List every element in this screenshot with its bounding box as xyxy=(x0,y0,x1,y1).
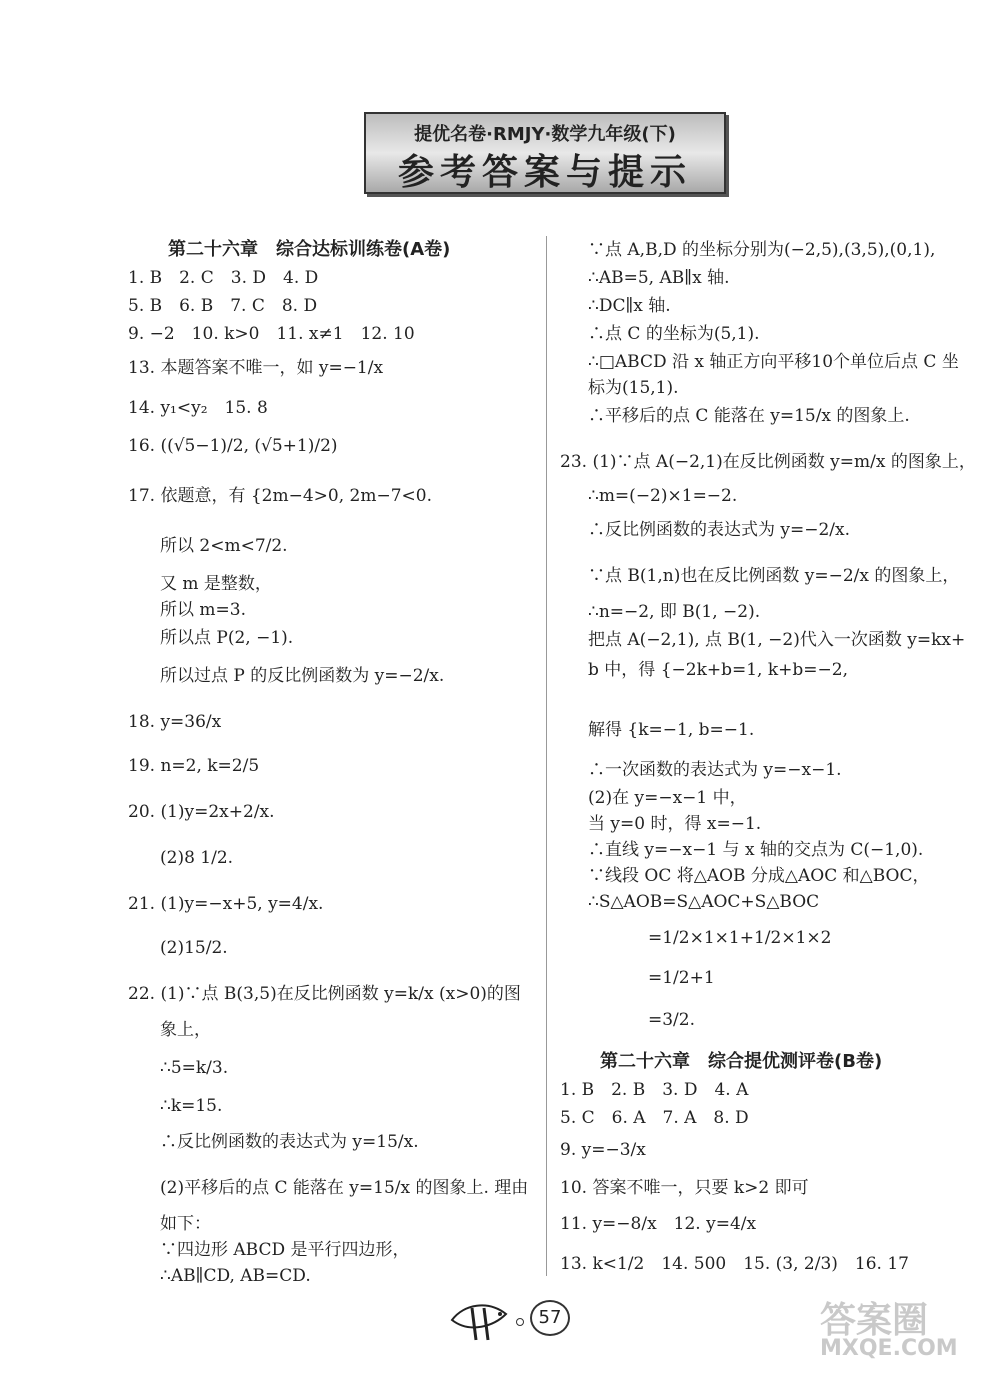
answer-line: =3/2. xyxy=(648,1010,696,1030)
answer-line: ∴k=15. xyxy=(160,1096,223,1116)
answer-line: 所以 2<m<7/2. xyxy=(160,536,288,556)
header-title: 参考答案与提示 xyxy=(397,152,692,193)
answer-line: ∴直线 y=−x−1 与 x 轴的交点为 C(−1,0). xyxy=(588,840,924,860)
answer-line: 18. y=36/x xyxy=(128,712,222,732)
page-number: 57 xyxy=(530,1300,570,1336)
answer-line: ∴n=−2, 即 B(1, −2). xyxy=(588,602,761,622)
answer-line: 16. ((√5−1)/2, (√5+1)/2) xyxy=(128,436,338,456)
answer-line: b 中，得 {−2k+b=1, k+b=−2, xyxy=(588,660,848,680)
decorative-dot xyxy=(516,1318,524,1326)
answer-line: (2)平移后的点 C 能落在 y=15/x 的图象上. 理由 xyxy=(160,1178,529,1198)
answer-line: 所以过点 P 的反比例函数为 y=−2/x. xyxy=(160,666,445,686)
answer-line: 所以点 P(2, −1). xyxy=(160,628,294,648)
answer-line: 10. 答案不唯一，只要 k>2 即可 xyxy=(560,1178,809,1198)
answer-line: 9. y=−3/x xyxy=(560,1140,646,1160)
answer-line: ∴DC∥x 轴. xyxy=(588,296,671,316)
watermark-url: MXQE.COM xyxy=(820,1336,958,1361)
answer-line: ∴反比例函数的表达式为 y=−2/x. xyxy=(588,520,851,540)
answer-line: ∴AB=5, AB∥x 轴. xyxy=(588,268,730,288)
answer-line: 所以 m=3. xyxy=(160,600,246,620)
answer-line: ∵点 A,B,D 的坐标分别为(−2,5),(3,5),(0,1), xyxy=(588,240,936,260)
answer-line: 13. k<1/2 14. 500 15. (3, 2/3) 16. 17 xyxy=(560,1254,909,1274)
answer-line: ∵四边形 ABCD 是平行四边形， xyxy=(160,1240,410,1260)
header-banner xyxy=(364,112,726,194)
answer-line: 20. (1)y=2x+2/x. xyxy=(128,802,275,822)
watermark xyxy=(820,1292,990,1364)
column-divider xyxy=(546,236,547,1276)
answer-line: (2)15/2. xyxy=(160,938,228,958)
answer-line: 当 y=0 时，得 x=−1. xyxy=(588,814,762,834)
answer-line: ∴S△AOB=S△AOC+S△BOC xyxy=(588,892,820,912)
answer-line: 象上， xyxy=(160,1020,211,1040)
answer-line: 5. B 6. B 7. C 8. D xyxy=(128,296,318,316)
answer-line: 如下： xyxy=(160,1214,211,1234)
section-heading: 第二十六章 综合提优测评卷(B卷) xyxy=(600,1051,883,1072)
section-heading: 第二十六章 综合达标训练卷(A卷) xyxy=(168,239,451,260)
answer-line: ∴平移后的点 C 能落在 y=15/x 的图象上. xyxy=(588,406,910,426)
answer-line: ∵点 B(1,n)也在反比例函数 y=−2/x 的图象上， xyxy=(588,566,960,586)
answer-line: 标为(15,1). xyxy=(588,378,679,398)
answer-line: 13. 本题答案不唯一，如 y=−1/x xyxy=(128,358,384,378)
answer-line: 11. y=−8/x 12. y=4/x xyxy=(560,1214,757,1234)
answer-line: 19. n=2, k=2/5 xyxy=(128,756,260,776)
answer-line: ∴□ABCD 沿 x 轴正方向平移10个单位后点 C 坐 xyxy=(588,352,959,372)
answer-line: 把点 A(−2,1), 点 B(1, −2)代入一次函数 y=kx+ xyxy=(588,630,966,650)
answer-line: ∴5=k/3. xyxy=(160,1058,229,1078)
answer-line: =1/2×1×1+1/2×1×2 xyxy=(648,928,832,948)
header-subtitle: 提优名卷·RMJY·数学九年级(下) xyxy=(414,124,676,145)
answer-line: =1/2+1 xyxy=(648,968,715,988)
answer-line: ∴反比例函数的表达式为 y=15/x. xyxy=(160,1132,419,1152)
fish-icon xyxy=(448,1290,514,1350)
answer-line: 23. (1)∵点 A(−2,1)在反比例函数 y=m/x 的图象上， xyxy=(560,452,976,472)
answer-line: ∴AB∥CD, AB=CD. xyxy=(160,1266,311,1286)
answer-line: (2)8 1/2. xyxy=(160,848,234,868)
answer-line: ∴m=(−2)×1=−2. xyxy=(588,486,738,506)
answer-line: 又 m 是整数， xyxy=(160,574,272,594)
answer-line: ∴一次函数的表达式为 y=−x−1. xyxy=(588,760,842,780)
answer-line: 9. −2 10. k>0 11. x≠1 12. 10 xyxy=(128,324,415,344)
answer-line: 1. B 2. C 3. D 4. D xyxy=(128,268,319,288)
answer-line: ∴点 C 的坐标为(5,1). xyxy=(588,324,760,344)
answer-line: (2)在 y=−x−1 中， xyxy=(588,788,747,808)
answer-line: 22. (1)∵点 B(3,5)在反比例函数 y=k/x (x>0)的图 xyxy=(128,984,521,1004)
answer-line: 21. (1)y=−x+5, y=4/x. xyxy=(128,894,324,914)
answer-line: 14. y₁<y₂ 15. 8 xyxy=(128,398,268,418)
watermark-logo-text: 答案圈 xyxy=(820,1300,929,1341)
answer-line: 解得 {k=−1, b=−1. xyxy=(588,720,755,740)
answer-line: 1. B 2. B 3. D 4. A xyxy=(560,1080,749,1100)
answer-line: 5. C 6. A 7. A 8. D xyxy=(560,1108,749,1128)
answer-line: ∵线段 OC 将△AOB 分成△AOC 和△BOC， xyxy=(588,866,930,886)
answer-line: 17. 依题意，有 {2m−4>0, 2m−7<0. xyxy=(128,486,432,506)
